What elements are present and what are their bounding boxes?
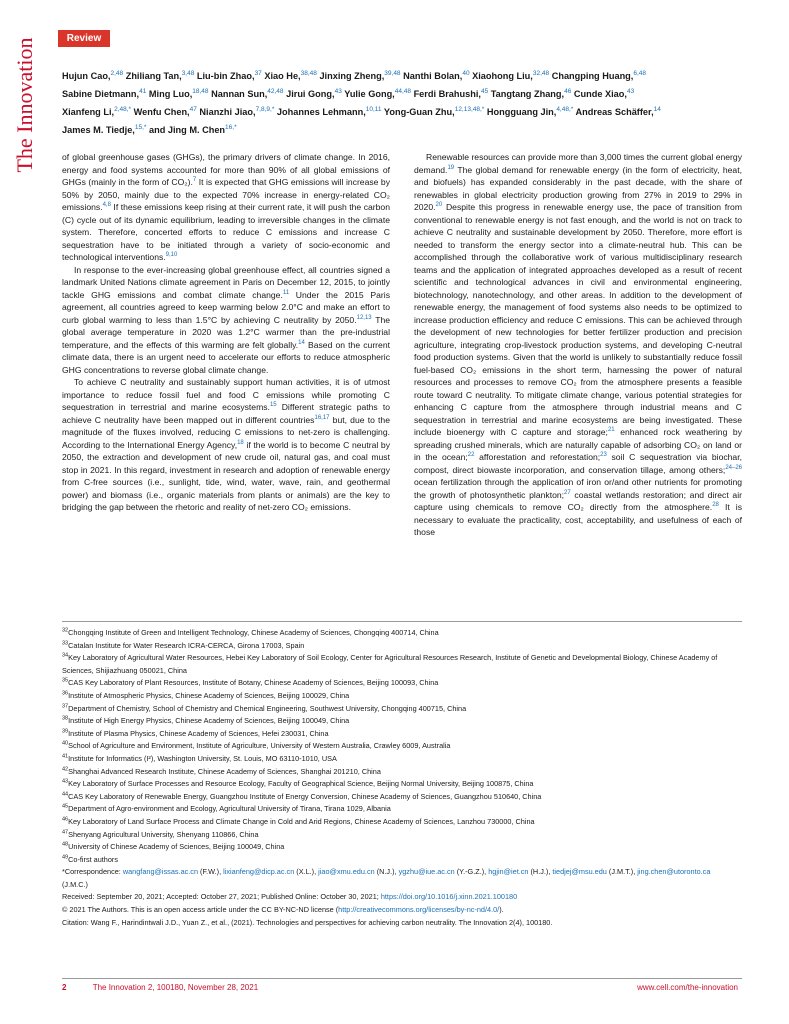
reference-link[interactable]: 12,13 bbox=[356, 314, 372, 321]
author-affiliation-ref: 12,13,48,* bbox=[454, 106, 485, 114]
footer-divider bbox=[62, 978, 742, 979]
affiliation-list bbox=[62, 627, 738, 866]
author-affiliation-ref: 18,48 bbox=[192, 88, 209, 96]
affiliation-item bbox=[62, 816, 738, 829]
paragraph-text: The global demand for renewable energy (in the form of electricity, heat, and biofuels) has expanded considerably in the past decade, with the share of renewables in global electricity production growing from 27% in 2019 to 29% in 2020. bbox=[414, 164, 742, 212]
author-name: Yong-Guan Zhu, bbox=[381, 107, 455, 118]
affiliation-number: 41 bbox=[62, 753, 69, 760]
author-affiliation-ref: 2,48,* bbox=[114, 106, 132, 114]
journal-info: The Innovation 2, 100180, November 28, 2021 bbox=[92, 983, 259, 992]
paragraph bbox=[414, 151, 742, 539]
paragraph-text: Renewable resources can provide more than 3,000 times the current global energy demand. bbox=[414, 152, 742, 175]
affiliation-number: 39 bbox=[62, 728, 69, 735]
affiliation-text: University of Chinese Academy of Sciences, Beijing 100049, China bbox=[68, 842, 285, 852]
affiliation-number: 48 bbox=[62, 841, 69, 848]
author-name: Xiaohong Liu, bbox=[469, 71, 533, 82]
affiliation-text: Institute of Plasma Physics, Chinese Academy of Sciences, Hefei 230031, China bbox=[68, 728, 329, 738]
journal-side-title: The Innovation bbox=[12, 37, 37, 173]
paragraph bbox=[62, 151, 390, 264]
affiliation-number: 36 bbox=[62, 690, 69, 697]
author-affiliation-ref: 39,48 bbox=[384, 70, 401, 77]
reference-link[interactable]: 27 bbox=[564, 489, 571, 496]
reference-link[interactable]: 24–26 bbox=[725, 464, 742, 471]
license-link[interactable]: http://creativecommons.org/licenses/by-nc-nd/4.0/ bbox=[338, 905, 500, 915]
body-column-left bbox=[62, 151, 390, 514]
email-link[interactable]: jiao@xmu.edu.cn bbox=[318, 867, 375, 877]
email-link[interactable]: wangfang@issas.ac.cn bbox=[122, 867, 199, 877]
author-name: Cunde Xiao, bbox=[571, 89, 627, 100]
affiliation-item bbox=[62, 677, 738, 690]
affiliation-text: Department of Agro-environment and Ecology, Agricultural University of Tirana, Tirana 1029, Albania bbox=[68, 804, 391, 814]
affiliations-block bbox=[62, 627, 738, 929]
affiliation-item bbox=[62, 778, 738, 791]
author-name: Ming Luo, bbox=[146, 89, 193, 100]
email-link[interactable]: lixianfeng@dicp.ac.cn bbox=[223, 867, 295, 877]
affiliation-number: 43 bbox=[62, 778, 69, 785]
affiliation-text: Shenyang Agricultural University, Shenyang 110866, China bbox=[68, 829, 259, 839]
paragraph-text: coastal wetlands restoration; and direct air capture using chemicals to remove CO₂ directly from the atmosphere. bbox=[414, 489, 742, 512]
email-owner: (X.L.), bbox=[294, 867, 319, 877]
affiliation-number: 49 bbox=[62, 854, 69, 861]
author-affiliation-ref: 40 bbox=[462, 70, 470, 77]
author-name: Xianfeng Li, bbox=[62, 107, 115, 118]
affiliation-item bbox=[62, 854, 738, 867]
reference-link[interactable]: 4,8 bbox=[102, 202, 111, 209]
affiliation-number: 40 bbox=[62, 740, 69, 747]
affiliation-item bbox=[62, 703, 738, 716]
email-link[interactable]: ygzhu@iue.ac.cn bbox=[398, 867, 455, 877]
affiliation-item bbox=[62, 728, 738, 741]
author-affiliation-ref: 46 bbox=[564, 88, 572, 96]
affiliation-text: Key Laboratory of Surface Processes and Resource Ecology, Faculty of Geographical Science, Beijing Normal University, Beijing 100875, China bbox=[68, 779, 534, 789]
affiliation-text: Co-first authors bbox=[68, 854, 119, 864]
reference-link[interactable]: 15 bbox=[269, 402, 277, 409]
author-affiliation-ref: 32,48 bbox=[532, 70, 550, 77]
author-affiliation-ref: 7,8,9,* bbox=[255, 106, 275, 114]
affiliation-text: Institute of Atmospheric Physics, Chinese Academy of Sciences, Beijing 100029, China bbox=[68, 690, 350, 700]
affiliation-text: Shanghai Advanced Research Institute, Chinese Academy of Sciences, Shanghai 201210, China bbox=[68, 766, 381, 776]
affiliation-number: 46 bbox=[62, 816, 69, 823]
author-affiliation-ref: 6,48 bbox=[633, 70, 647, 77]
paragraph bbox=[62, 264, 390, 377]
affiliation-item bbox=[62, 740, 738, 753]
article-type-badge: Review bbox=[58, 30, 110, 47]
affiliation-number: 47 bbox=[62, 829, 69, 836]
author-affiliation-ref: 3,48 bbox=[181, 70, 195, 77]
paragraph-text: ocean fertilization through the application of iron or/and other nutrients for promoting the growth of photosynthetic plankton; bbox=[414, 477, 742, 500]
author-affiliation-ref: 47 bbox=[189, 106, 197, 114]
paragraph-text: enhanced rock weathering by spreading crushed minerals, which are naturally capable of adsorbing CO₂ on land or in the ocean; bbox=[414, 427, 742, 462]
author-name: Hujun Cao, bbox=[62, 71, 111, 82]
author-name: Nannan Sun, bbox=[208, 89, 268, 100]
affiliation-number: 42 bbox=[62, 766, 69, 773]
reference-link[interactable]: 9,10 bbox=[165, 252, 178, 259]
email-owner: (J.M.C.) bbox=[62, 879, 88, 889]
author-name: Sabine Dietmann, bbox=[62, 89, 140, 100]
paragraph-text: It is expected that GHG emissions will increase by 50% by 2050, mainly due to the expected 70% increase in energy-related CO₂ emissions. bbox=[62, 177, 390, 212]
author-affiliation-ref: 14 bbox=[653, 106, 661, 114]
paragraph-text: To achieve C neutrality and sustainably support human activities, it is of utmost importance to reduce fossil fuel and food C emissions while promoting C sequestration in terrestrial and marine ecosystems. bbox=[62, 377, 390, 412]
author-name: Liu-bin Zhao, bbox=[194, 71, 255, 82]
author-name: Nanthi Bolan, bbox=[400, 71, 463, 82]
affiliations-divider bbox=[62, 621, 742, 622]
author-affiliation-ref: 45 bbox=[480, 88, 489, 96]
body-column-right bbox=[414, 151, 742, 539]
website-link[interactable]: www.cell.com/the-innovation bbox=[637, 983, 738, 992]
reference-link[interactable]: 23 bbox=[600, 452, 607, 459]
email-owner: (H.J.), bbox=[528, 867, 553, 877]
affiliation-item bbox=[62, 829, 738, 842]
affiliation-item bbox=[62, 652, 738, 677]
affiliation-item bbox=[62, 715, 738, 728]
email-link[interactable]: tiedjej@msu.edu bbox=[552, 867, 607, 877]
author-affiliation-ref: 15,* bbox=[134, 124, 147, 132]
affiliation-text: Institute of High Energy Physics, Chinese Academy of Sciences, Beijing 100049, China bbox=[68, 716, 350, 726]
author-list bbox=[62, 66, 742, 138]
email-owner: (J.M.T.), bbox=[606, 867, 638, 877]
page-footer bbox=[62, 983, 738, 992]
reference-link[interactable]: 28 bbox=[712, 502, 719, 509]
paragraph-text: but, due to the magnitude of the fluxes involved, reducing C emissions to net-zero is challenging. According to the International Energy Agency, bbox=[62, 414, 390, 450]
author-name: Andreas Schäffer, bbox=[573, 107, 654, 118]
reference-link[interactable]: 22 bbox=[467, 452, 475, 459]
author-name: James M. Tiedje, bbox=[62, 125, 135, 136]
email-owner: (N.J.), bbox=[374, 867, 399, 877]
author-line bbox=[62, 120, 742, 138]
reference-link[interactable]: 14 bbox=[298, 339, 305, 346]
author-affiliation-ref: 37 bbox=[254, 70, 262, 77]
author-name: Ferdi Brahushi, bbox=[411, 89, 481, 100]
paragraph-text: of global greenhouse gases (GHGs), the primary drivers of climate change. In 2016, energy and food systems accounted for more than 90% of all global emissions of GHGs (mainly in the form of CO₂). bbox=[62, 152, 390, 187]
affiliation-text: CAS Key Laboratory of Renewable Energy, Guangzhou Institute of Energy Conversion, Chinese Academy of Sciences, Guangzhou 510640, China bbox=[68, 791, 542, 801]
author-name: and Jing M. Chen bbox=[146, 125, 226, 136]
author-name: Johannes Lehmann, bbox=[274, 107, 366, 118]
author-line bbox=[62, 66, 742, 84]
author-affiliation-ref: 41 bbox=[139, 88, 147, 96]
paragraph-text: if the world is to become C neutral by 2050, the extraction and development of new crude oil, natural gas, and coal must stop in 2021. In this regard, investment in research and adoption of renewable energy from C-free sources (i.e., sunlight, tide, wind, water, wave, rain, and geothermal power) and biomass (i.e., organic materials from plants or animals) are the key to bridging the gap between the rhetoric and reality of net-zero CO₂ emissions. bbox=[62, 439, 390, 512]
email-link[interactable]: hgjin@iet.cn bbox=[488, 867, 529, 877]
affiliation-text: Key Laboratory of Agricultural Water Resources, Hebei Key Laboratory of Soil Ecology, Center for Agricultural Resources Research, Institute of Genetic and Developmental Biology, Chinese Academy of Sciences, Shijiazhuang 050021, China bbox=[62, 653, 718, 675]
author-affiliation-ref: 42,48 bbox=[267, 88, 284, 96]
email-owner: (F.W.), bbox=[198, 867, 224, 877]
affiliation-item bbox=[62, 791, 738, 804]
affiliation-item bbox=[62, 803, 738, 816]
author-name: Nianzhi Jiao, bbox=[196, 107, 256, 118]
affiliation-text: CAS Key Laboratory of Plant Resources, Institute of Botany, Chinese Academy of Sciences, Beijing 100093, China bbox=[68, 678, 439, 688]
author-affiliation-ref: 4,48,* bbox=[556, 106, 574, 114]
affiliation-item bbox=[62, 640, 738, 653]
paragraph-text: Based on the current climate data, there is an urgent need to accelerate our efforts to reduce atmospheric GHG concentrations to reverse global climate change. bbox=[62, 339, 390, 375]
author-name: Yulie Gong, bbox=[341, 89, 395, 100]
affiliation-item bbox=[62, 690, 738, 703]
affiliation-number: 45 bbox=[62, 803, 69, 810]
reference-link[interactable]: 21 bbox=[607, 427, 615, 434]
paragraph-text: The global average temperature in 2020 was 1.2°C warmer than the pre-industrial temperature, and the effects of this warming are felt globally. bbox=[62, 314, 390, 350]
affiliation-item bbox=[62, 841, 738, 854]
author-line bbox=[62, 84, 742, 102]
author-affiliation-ref: 16,* bbox=[225, 124, 237, 132]
citation-line: Citation: Wang F., Harindintwali J.D., Yuan Z., et al., (2021). Technologies and perspectives for achieving carbon neutrality. The Innovation 2(4), 100180. bbox=[62, 917, 553, 927]
page-number: 2 bbox=[62, 983, 67, 992]
author-name: Jinxing Zheng, bbox=[316, 71, 385, 82]
affiliation-text: Institute for Informatics (I²), Washington University, St. Louis, MO 63110-1010, USA bbox=[68, 753, 337, 763]
reference-link[interactable]: 19 bbox=[447, 164, 455, 171]
affiliation-number: 37 bbox=[62, 703, 69, 710]
author-affiliation-ref: 38,48 bbox=[300, 70, 317, 77]
affiliation-number: 34 bbox=[62, 652, 69, 659]
affiliation-text: Department of Chemistry, School of Chemistry and Chemical Engineering, Southwest University, Chongqing 400715, China bbox=[68, 703, 467, 713]
affiliation-item bbox=[62, 627, 738, 640]
license-line: © 2021 The Authors. This is an open access article under the CC BY-NC-ND license (http://creativecommons.org/licenses/by-nc-nd/4.0/). bbox=[62, 905, 504, 915]
reference-link[interactable]: 7 bbox=[192, 177, 197, 184]
email-link[interactable]: jing.chen@utoronto.ca bbox=[637, 867, 711, 877]
affiliation-number: 35 bbox=[62, 677, 69, 684]
author-affiliation-ref: 43 bbox=[334, 88, 342, 96]
author-name: Tangtang Zhang, bbox=[488, 89, 565, 100]
affiliation-number: 32 bbox=[62, 627, 69, 634]
email-owner: (Y.-G.Z.), bbox=[454, 867, 489, 877]
correspondence-label: *Correspondence: bbox=[62, 867, 123, 877]
affiliation-text: Chongqing Institute of Green and Intelligent Technology, Chinese Academy of Sciences, Chongqing 400714, China bbox=[68, 628, 439, 637]
paragraph-text: Despite this progress in renewable energy use, the pace of transition from conventional to renewable energy is not fast enough, and the world is not on track to achieve C neutrality and sustainable development by 2050. Therefore, more effort is needed to transform the energy sector into a climate-neutral hub. This can be accomplished through the collaborative work of various multidisciplinary research teams and the application of integrated approaches developed as a result of recent scientific and technological advances in civil and environmental engineering, biotechnology, nanotechnology, and other areas. In addition to the development of renewable energy, the management of food systems also needs to be optimized to increase production efficiency and reduce C emissions. This can be achieved through the development of new technologies for better fertilizer production and precision agriculture, integrating crop-livestock production systems, and developing C-neutral food production systems. Given that the world is unlikely to substantially reduce fossil fuel-based CO₂ emissions in the short term, harnessing the power of natural resources and processes to remove CO₂ from the atmosphere presents a feasible route toward C neutrality. To mitigate climate change, various potential strategies for enhancing C capture from the atmosphere through industrial means and C sequestration in terrestrial and marine ecosystems are being investigated. These include bioenergy with C capture and storage; bbox=[414, 202, 742, 437]
reference-link[interactable]: 11 bbox=[282, 289, 290, 296]
author-name: Jirui Gong, bbox=[283, 89, 335, 100]
author-name: Zhiliang Tan, bbox=[123, 71, 182, 82]
affiliation-text: Catalan Institute for Water Research ICRA-CERCA, Girona 17003, Spain bbox=[68, 640, 305, 650]
author-name: Wenfu Chen, bbox=[131, 107, 190, 118]
paragraph-text: It is necessary to evaluate the practicality, cost, acceptability, and usefulness of each of those bbox=[414, 502, 742, 537]
reference-link[interactable]: 16,17 bbox=[314, 414, 330, 421]
affiliation-text: Key Laboratory of Land Surface Process and Climate Change in Cold and Arid Regions, Chinese Academy of Sciences, Lanzhou 730000, China bbox=[68, 816, 535, 826]
correspondence bbox=[62, 866, 738, 891]
author-line bbox=[62, 102, 742, 120]
affiliation-text: School of Agriculture and Environment, Institute of Agriculture, University of Western Australia, Crawley 6009, Australia bbox=[68, 741, 451, 751]
reference-link[interactable]: 20 bbox=[435, 202, 443, 209]
affiliation-item bbox=[62, 753, 738, 766]
affiliation-number: 38 bbox=[62, 715, 69, 722]
author-affiliation-ref: 10,11 bbox=[365, 106, 382, 114]
affiliation-number: 33 bbox=[62, 640, 69, 647]
dates-line: Received: September 20, 2021; Accepted: October 27, 2021; Published Online: October 30, 2021; https://doi.org/10.1016/j.xinn.2021.100180 bbox=[62, 892, 518, 902]
paragraph bbox=[62, 376, 390, 514]
paragraph-text: Different strategic paths to achieve C neutrality have been mapped out in different countries bbox=[62, 402, 390, 425]
paragraph-text: Under the 2015 Paris agreement, all countries agreed to keep warming below 2.0°C and make an effort to curb global warming to less than 1.5°C by achieving C neutrality by 2050. bbox=[62, 289, 390, 325]
paragraph-text: In response to the ever-increasing global greenhouse effect, all countries signed a landmark United Nations climate agreement in Paris on December 12, 2015, to jointly tackle GHG emissions and combat climate change. bbox=[62, 264, 390, 300]
reference-link[interactable]: 18 bbox=[237, 439, 244, 446]
author-name: Changping Huang, bbox=[549, 71, 634, 82]
author-name: Hongguang Jin, bbox=[484, 107, 557, 118]
author-affiliation-ref: 44,48 bbox=[394, 88, 412, 96]
affiliation-item bbox=[62, 766, 738, 779]
paragraph-text: If these emissions keep rising at their current rate, it will push the carbon (C) cycle out of its dynamic equilibrium, leading to irreversible changes in the climate system. Therefore, concerted efforts to reduce C emissions and increase C sequestration have to be initiated through a variety of socio-economic and technological interventions. bbox=[62, 202, 390, 262]
affiliation-number: 44 bbox=[62, 791, 69, 798]
author-affiliation-ref: 43 bbox=[626, 88, 635, 96]
paragraph-text: soil C sequestration via biochar, compost, direct biowaste incorporation, and conservation tillage, among others; bbox=[414, 452, 742, 475]
paragraph-text: afforestation and reforestation; bbox=[474, 452, 601, 462]
author-name: Xiao He, bbox=[261, 71, 301, 82]
doi-link[interactable]: https://doi.org/10.1016/j.xinn.2021.100180 bbox=[380, 892, 518, 902]
author-affiliation-ref: 2,48 bbox=[110, 70, 124, 77]
